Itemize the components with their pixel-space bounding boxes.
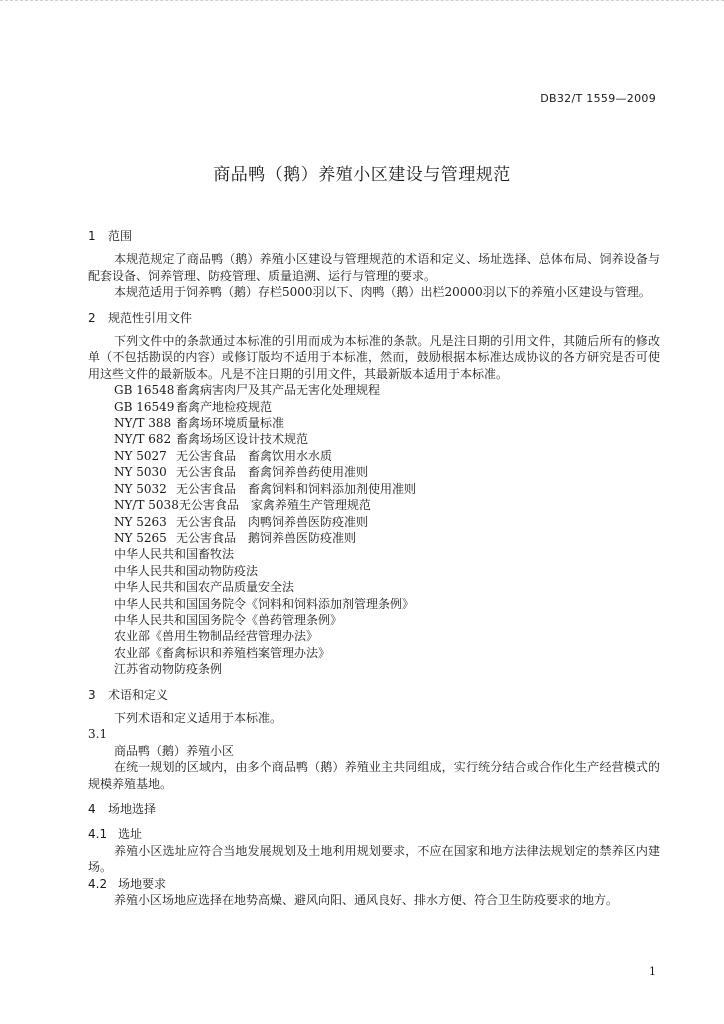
law-item: 农业部《兽用生物制品经营管理办法》: [114, 629, 319, 644]
clause-number: 3.1: [88, 727, 108, 742]
reference-item: NY 5030 无公害食品 畜禽饲养兽药使用准则: [114, 465, 369, 480]
reference-item: NY/T 388 畜禽场环境质量标准: [114, 416, 285, 431]
scan-edge: [0, 0, 724, 11]
reference-item: GB 16548 畜禽病害肉尸及其产品无害化处理规程: [114, 383, 381, 398]
clause-title: 场地要求: [118, 876, 167, 891]
section-1-heading: [88, 228, 660, 244]
law-item: 农业部《畜禽标识和养殖档案管理办法》: [114, 645, 331, 660]
section-2-heading: [88, 310, 660, 326]
law-item: 中华人民共和国动物防疫法: [114, 563, 259, 578]
term-definition: 在统一规划的区域内，由多个商品鸭（鹅）养殖业主共同组成，实行统分结合或合作化生产经营模式的规模养殖基地。: [88, 760, 660, 791]
law-list: [88, 546, 660, 677]
section-4-heading: [88, 801, 660, 817]
section-title: 术语和定义: [108, 687, 169, 702]
clause-number: 4.1: [88, 827, 108, 842]
clause-number: 4.2: [88, 876, 108, 891]
clause-4-2-heading: [88, 876, 660, 892]
law-item: 江苏省动物防疫条例: [114, 662, 223, 677]
reference-item: NY 5263 无公害食品 肉鸭饲养兽医防疫准则: [114, 514, 369, 529]
reference-item: NY/T 5038无公害食品 家禽养殖生产管理规范: [114, 498, 371, 513]
standard-number: DB32/T 1559—2009: [540, 92, 656, 105]
clause-title: 选址: [118, 827, 143, 842]
section-title: 场地选择: [108, 802, 157, 816]
document-title: 商品鸭（鹅）养殖小区建设与管理规范: [213, 165, 511, 185]
law-item: 中华人民共和国国务院令《饲料和饲料添加剂管理条例》: [114, 596, 415, 611]
section-number: 3: [88, 687, 96, 702]
law-item: 中华人民共和国国务院令《兽药管理条例》: [114, 612, 343, 627]
section-title: 规范性引用文件: [108, 310, 193, 325]
site-selection-text: 养殖小区选址应符合当地发展规划及土地利用规划要求，不应在国家和地方法律法规划定的禁养区内建场。: [88, 843, 660, 875]
terms-intro: 下列术语和定义适用于本标准。: [114, 710, 283, 725]
section-title: 范围: [108, 229, 133, 243]
term-name: 商品鸭（鹅）养殖小区: [114, 743, 235, 758]
scope-paragraph-1: 本规范规定了商品鸭（鹅）养殖小区建设与管理规范的术语和定义、场址选择、总体布局、饲养设备与配套设备、饲养管理、防疫管理、质量追溯、运行与管理的要求。: [88, 252, 660, 283]
reference-item: NY 5027 无公害食品 畜禽饮用水水质: [114, 448, 333, 463]
section-3-heading: [88, 687, 660, 703]
reference-item: NY 5032 无公害食品 畜禽饲料和饲料添加剂使用准则: [114, 481, 417, 496]
section-number: 1: [88, 229, 96, 243]
page-number: 1: [649, 965, 656, 978]
clause-4-1-heading: [88, 826, 660, 842]
document-body: [88, 228, 660, 908]
reference-item: NY 5265 无公害食品 鹅饲养兽医防疫准则: [114, 530, 357, 545]
law-item: 中华人民共和国畜牧法: [114, 547, 235, 562]
scope-paragraph-2: 本规范适用于饲养鸭（鹅）存栏5000羽以下、肉鸭（鹅）出栏20000羽以下的养殖小区建设与管理。: [114, 285, 651, 300]
reference-item: NY/T 682 畜禽场场区设计技术规范: [114, 432, 309, 447]
site-requirements-text: 养殖小区场地应选择在地势高燥、避风向阳、通风良好、排水方便、符合卫生防疫要求的地方。: [114, 893, 619, 908]
reference-item: GB 16549 畜禽产地检疫规范: [114, 399, 273, 414]
references-intro: 下列文件中的条款通过本标准的引用而成为本标准的条款。凡是注日期的引用文件，其随后所有的修改单（不包括勘误的内容）或修订版均不适用于本标准，然而，鼓励根据本标准达成协议的各方研究是否可使用这些文件的最新版本。凡是不注日期的引用文件，其最新版本适用于本标准。: [88, 334, 660, 381]
reference-list: [88, 382, 660, 546]
section-number: 2: [88, 310, 96, 325]
section-number: 4: [88, 802, 96, 816]
law-item: 中华人民共和国农产品质量安全法: [114, 580, 295, 595]
